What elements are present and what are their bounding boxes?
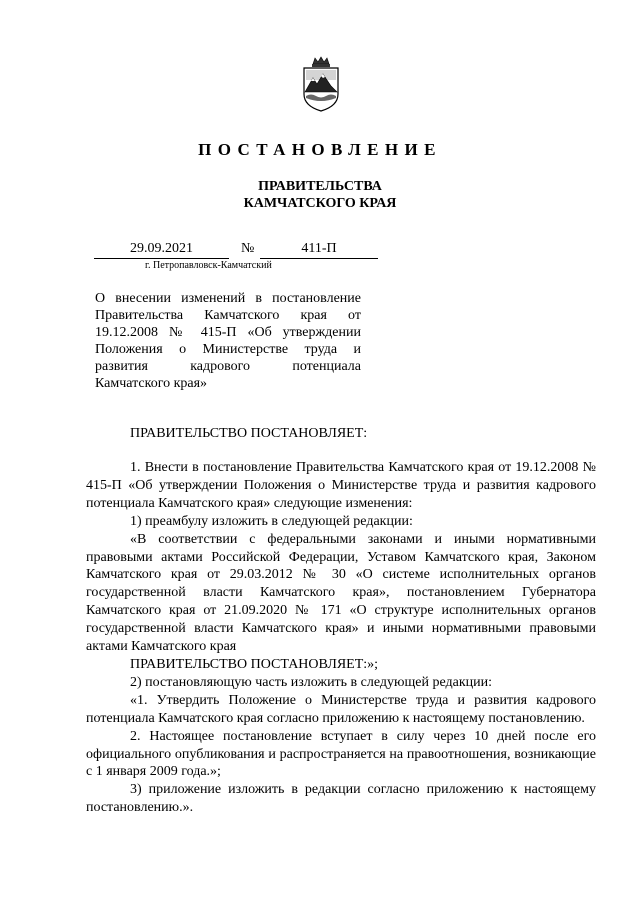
- issuer-line-1: ПРАВИТЕЛЬСТВА: [258, 179, 382, 194]
- number-sign: №: [241, 241, 255, 256]
- body-paragraph: 2. Настоящее постановление вступает в силу через 10 дней после его официального опубликования и распространяется на правоотношения, возникающие с 1 января 2009 года.»;: [86, 728, 596, 780]
- issuer-line-2: КАМЧАТСКОГО КРАЯ: [243, 196, 397, 211]
- coat-of-arms-emblem: [301, 56, 341, 112]
- body-paragraph: 2) постановляющую часть изложить в следующей редакции:: [130, 674, 493, 690]
- document-subject: [95, 290, 361, 392]
- subject-line: 19.12.2008 № 415-П «Об утверждении: [95, 325, 361, 340]
- body-paragraph: «1. Утвердить Положение о Министерстве труда и развития кадрового потенциала Камчатского края согласно приложению к настоящему постановлению.: [86, 692, 596, 726]
- document-date: 29.09.2021: [94, 240, 229, 259]
- subject-line: Положения о Министерстве труда и: [95, 342, 361, 357]
- body-paragraph: 1) преамбулу изложить в следующей редакции:: [130, 513, 413, 529]
- subject-line: Правительства Камчатского края от: [95, 308, 361, 323]
- document-title: ПОСТАНОВЛЕНИЕ: [198, 140, 442, 159]
- body-paragraph: 1. Внести в постановление Правительства Камчатского края от 19.12.2008 № 415-П «Об утверждении Положения о Министерстве труда и развития кадрового потенциала Камчатского края» следующие изменения:: [86, 460, 596, 511]
- document-city: г. Петропавловск-Камчатский: [145, 260, 272, 271]
- subject-line: О внесении изменений в постановление: [95, 291, 361, 306]
- subject-line: Камчатского края»: [95, 376, 208, 391]
- body-paragraph: 3) приложение изложить в редакции согласно приложению к настоящему постановлению.».: [86, 782, 596, 816]
- issuer-block: [0, 178, 640, 212]
- document-body: [86, 459, 596, 817]
- body-paragraph: ПРАВИТЕЛЬСТВО ПОСТАНОВЛЯЕТ:»;: [130, 656, 379, 672]
- subject-line: развития кадрового потенциала: [95, 359, 361, 374]
- decree-heading: ПРАВИТЕЛЬСТВО ПОСТАНОВЛЯЕТ:: [130, 426, 368, 441]
- body-paragraph: «В соответствии с федеральными законами и иными нормативными правовыми актами Российской Федерации, Уставом Камчатского края, Законом Камчатского края от 29.03.2012 № 30 «О системе исполнительных органов государственной власти Камчатского края», постановлением Губернатора Камчатского края от 21.09.2020 № 171 «О структуре исполнительных органов государственной власти Камчатского края» и иными нормативными правовыми актами Камчатского края: [86, 531, 596, 655]
- document-number: 411-П: [260, 240, 378, 259]
